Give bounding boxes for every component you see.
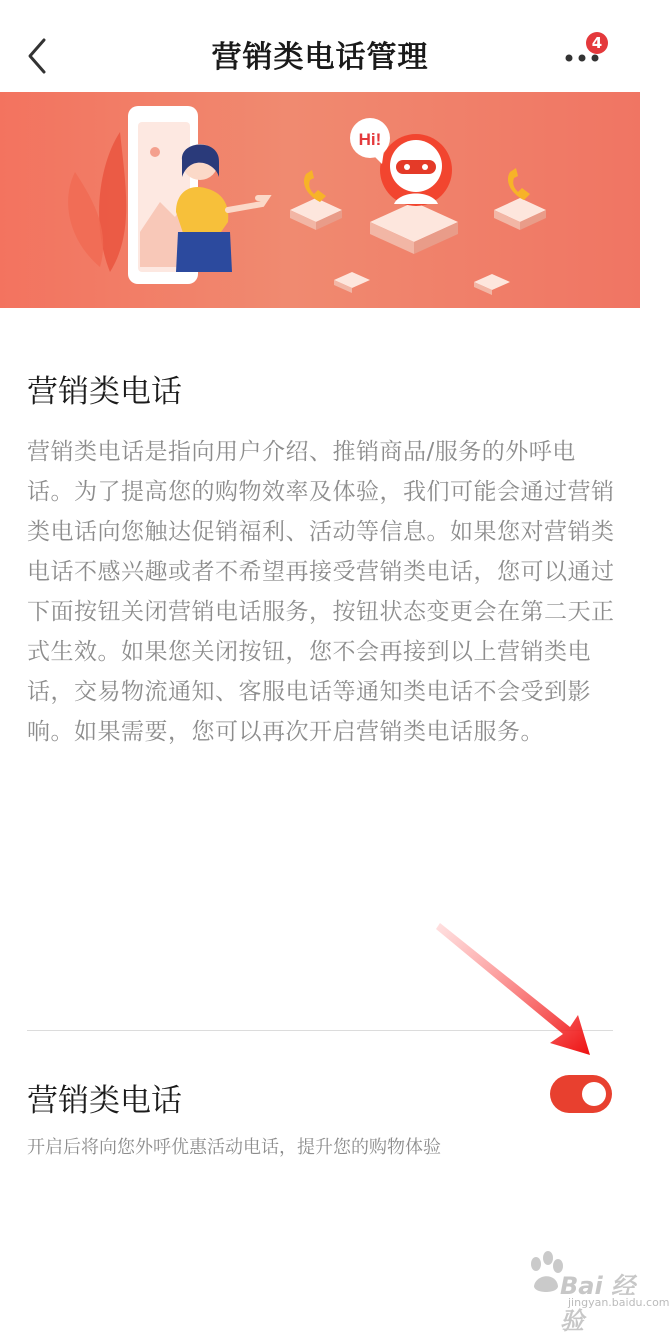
watermark-url: jingyan.baidu.com [568,1296,670,1309]
toggle-knob [582,1082,606,1106]
robot-icon [380,134,452,206]
phone-pad-left [290,170,342,230]
setting-label: 营销类电话 [27,1083,182,1119]
robot-pad [370,202,458,254]
baidu-watermark [520,1240,670,1335]
section-description: 营销类电话是指向用户介绍、推销商品/服务的外呼电话。为了提高您的购物效率及体验，我们可能会通过营销类电话向您触达促销福利、活动等信息。如果您对营销类电话不感兴趣或者不希望再接受营销类电话，您可以通过下面按钮关闭营销电话服务，按钮状态变更会在第二天正式生效。如果您关闭按钮，您不会再接到以上营销类电话，交易物流通知、客服电话等通知类电话不会受到影响。如果需要，您可以再次开启营销类电话服务。 [27,439,615,745]
page-title: 营销类电话管理 [211,40,429,75]
phone-pad-right [494,168,546,230]
watermark-brand: Bai 经验 [560,1272,636,1335]
customer-service-agent [176,144,266,272]
notification-badge: 4 [586,32,608,54]
annotation-arrow-icon [430,915,600,1060]
banner-illustration [0,92,640,308]
leaf-decoration [99,132,126,272]
marketing-call-toggle[interactable] [550,1075,612,1113]
top-nav-bar [0,0,640,92]
section-title: 营销类电话 [27,374,182,410]
setting-subtext: 开启后将向您外呼优惠活动电话，提升您的购物体验 [27,1137,441,1158]
bubble-text: Hi! [358,130,382,149]
